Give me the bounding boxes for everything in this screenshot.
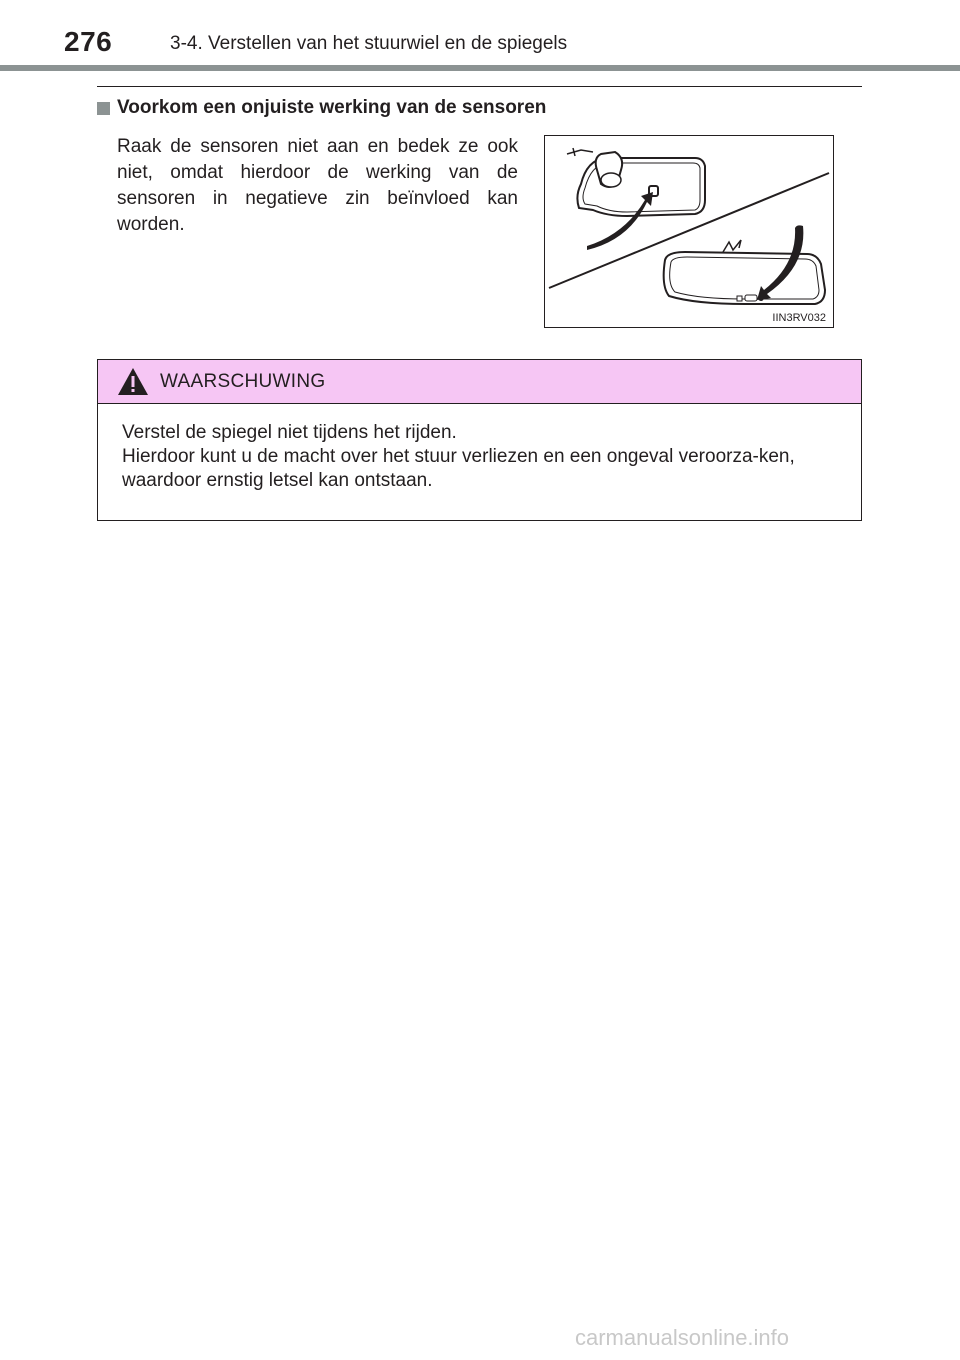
section-divider [97,86,862,87]
mirror-illustration-drawing [545,136,833,327]
square-bullet-icon [97,102,110,115]
section-heading [97,97,546,119]
mirror-front-outline [664,252,825,304]
warning-box [97,359,862,521]
mirror-sensor-illustration [544,135,834,328]
header-bar [0,65,960,71]
warning-triangle-icon [117,367,149,396]
page-number: 276 [64,26,113,57]
section-heading-text: Voorkom een onjuiste werking van de sensoren [117,97,547,118]
warning-line: Hierdoor kunt u de macht over het stuur verliezen en een ongeval veroorza-ken, waardoor ernstig letsel kan ontstaan. [122,446,795,491]
figure-id: IIN3RV032 [772,312,826,324]
warning-title: WAARSCHUWING [160,371,326,392]
chapter-title: 3-4. Verstellen van het stuurwiel en de spiegels [170,33,568,54]
front-sensor-icon [737,296,742,301]
indicator-icon [745,295,757,301]
warning-text [122,421,844,493]
warning-line: Verstel de spiegel niet tijdens het rijden. [122,422,457,443]
warning-header [98,360,861,404]
section-body-text: Raak de sensoren niet aan en bedek ze ook niet, omdat hierdoor de werking van de sensoren in negatieve zin beïnvloed kan worden. [117,136,518,235]
watermark: carmanualsonline.info [575,1325,790,1350]
